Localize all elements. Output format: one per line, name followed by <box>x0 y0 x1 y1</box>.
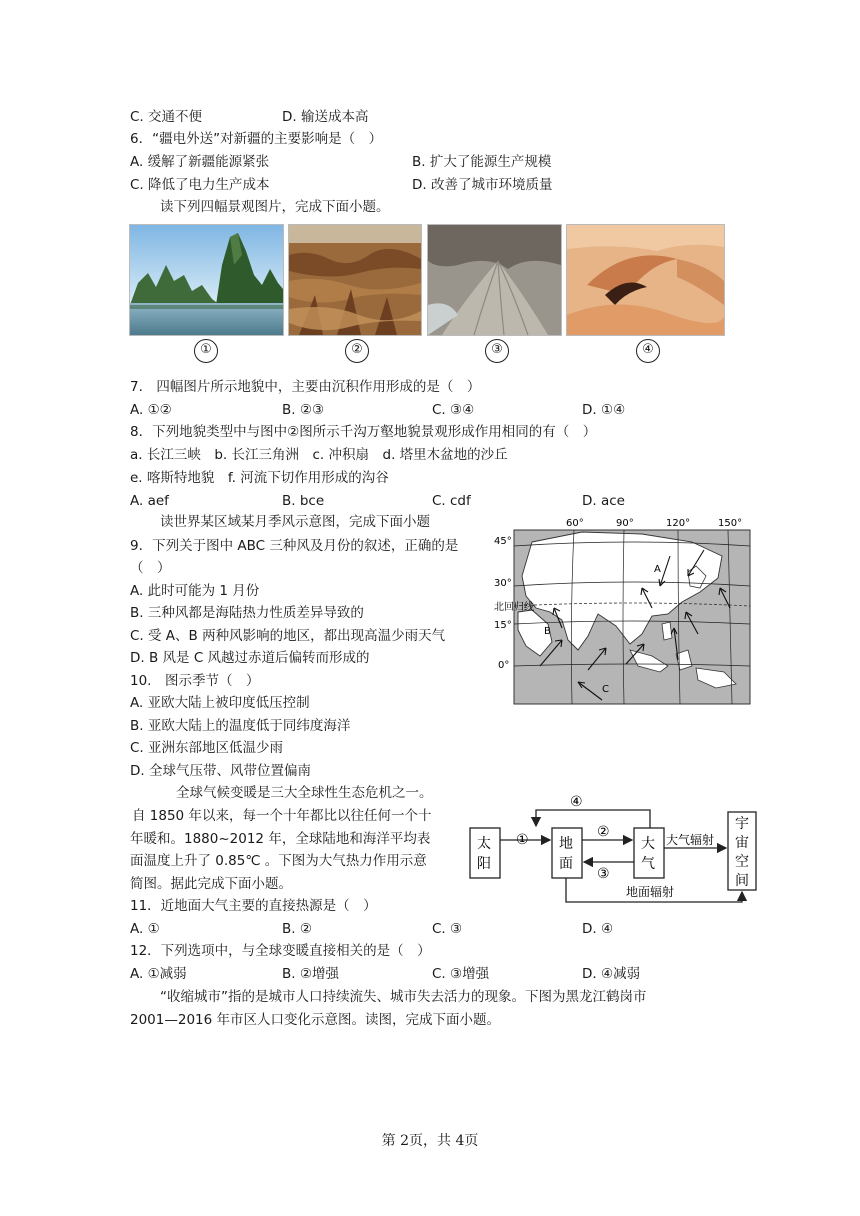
wind-label-a: A <box>654 564 661 575</box>
q10-option-c: C. 亚洲东部地区低温少雨 <box>130 740 284 756</box>
question-9-paren: （ ） <box>130 560 171 576</box>
atm-radiation-label: 大气辐射 <box>666 833 715 847</box>
lon-label-90: 90° <box>616 518 634 529</box>
question-8: 8．下列地貌类型中与图中②图所示千沟万壑地貌景观形成作用相同的有（ ） <box>130 424 597 440</box>
space-label-1: 宇 <box>735 816 749 832</box>
lat-label-45: 45° <box>494 536 512 547</box>
q11-option-d: D. ④ <box>582 921 614 937</box>
q12-option-a: A. ①减弱 <box>130 966 187 982</box>
photo-karst-peaks <box>129 224 284 336</box>
ground-label-2: 面 <box>559 856 573 872</box>
q10-option-a: A. 亚欧大陆上被印度低压控制 <box>130 695 310 711</box>
q12-option-d: D. ④减弱 <box>582 966 641 982</box>
question-11: 11．近地面大气主要的直接热源是（ ） <box>130 898 377 914</box>
intro-warming-4: 面温度上升了 0.85℃ 。下图为大气热力作用示意 <box>130 853 427 869</box>
q6-option-b: B. 扩大了能源生产规模 <box>412 154 552 170</box>
intro-monsoon: 读世界某区域某月季风示意图，完成下面小题 <box>160 514 430 530</box>
photo-label-1: ① <box>194 339 218 363</box>
q12-option-b: B. ②增强 <box>282 966 339 982</box>
photo-label-3: ③ <box>485 339 509 363</box>
atmosphere-label-1: 大 <box>641 836 655 852</box>
intro-warming-1: 全球气候变暖是三大全球性生态危机之一。 <box>176 785 433 801</box>
space-label-2: 宙 <box>735 835 749 851</box>
path-label-1: ① <box>516 832 529 848</box>
lat-label-30: 30° <box>494 578 512 589</box>
photo-label-4: ④ <box>636 339 660 363</box>
lon-label-60: 60° <box>566 518 584 529</box>
q9-option-a: A. 此时可能为 1 月份 <box>130 583 260 599</box>
photo-loess-gullies <box>288 224 422 336</box>
q9-option-b: B. 三种风都是海陆热力性质差异导致的 <box>130 605 364 621</box>
q6-option-c: C. 降低了电力生产成本 <box>130 177 270 193</box>
lon-label-120: 120° <box>666 518 691 529</box>
question-9: 9．下列关于图中 ABC 三种风及月份的叙述，正确的是 <box>130 538 459 554</box>
ground-label-1: 地 <box>559 836 573 852</box>
q8-items-line2: e. 喀斯特地貌 f. 河流下切作用形成的沟谷 <box>130 470 389 486</box>
q5-option-c: C. 交通不便 <box>130 109 203 125</box>
question-10: 10. 图示季节（ ） <box>130 673 260 689</box>
q7-option-c: C. ③④ <box>432 402 475 418</box>
monsoon-map <box>492 516 754 706</box>
q11-option-b: B. ② <box>282 921 312 937</box>
q8-option-b: B. bce <box>282 493 325 509</box>
question-6: 6．“疆电外送”对新疆的主要影响是（ ） <box>130 131 383 147</box>
atmosphere-label-2: 气 <box>641 856 655 872</box>
question-12: 12．下列选项中，与全球变暖直接相关的是（ ） <box>130 943 431 959</box>
q7-option-a: A. ①② <box>130 402 172 418</box>
q9-option-d: D. B 风是 C 风越过赤道后偏转而形成的 <box>130 650 370 666</box>
sun-label-2: 阳 <box>477 856 491 872</box>
space-label-4: 间 <box>735 873 749 889</box>
photo-sand-dunes <box>566 224 725 336</box>
photo-label-2: ② <box>345 339 369 363</box>
q9-option-c: C. 受 A、B 两种风影响的地区，都出现高温少雨天气 <box>130 628 446 644</box>
q10-option-d: D. 全球气压带、风带位置偏南 <box>130 763 311 779</box>
q8-option-c: C. cdf <box>432 493 471 509</box>
sun-label-1: 太 <box>477 836 491 852</box>
q6-option-d: D. 改善了城市环境质量 <box>412 177 553 193</box>
q12-option-c: C. ③增强 <box>432 966 490 982</box>
path-label-4: ④ <box>570 794 583 810</box>
page-footer: 第 2页，共 4页 <box>381 1133 479 1149</box>
intro-landscape: 读下列四幅景观图片，完成下面小题。 <box>160 199 390 215</box>
wind-label-b: B <box>544 626 551 637</box>
question-7: 7. 四幅图片所示地貌中，主要由沉积作用形成的是（ ） <box>130 379 481 395</box>
q6-option-a: A. 缓解了新疆能源紧张 <box>130 154 270 170</box>
ground-radiation-label: 地面辐射 <box>626 885 675 899</box>
lat-label-15: 15° <box>494 620 512 631</box>
q8-items-line1: a. 长江三峡 b. 长江三角洲 c. 冲积扇 d. 塔里木盆地的沙丘 <box>130 447 508 463</box>
q8-option-a: A. aef <box>130 493 169 509</box>
lon-label-150: 150° <box>718 518 743 529</box>
intro-shrinking-city-2: 2001—2016 年市区人口变化示意图。读图，完成下面小题。 <box>130 1012 501 1028</box>
photo-alluvial-fan <box>427 224 562 336</box>
path-label-3: ③ <box>597 866 610 882</box>
wind-label-c: C <box>602 684 609 695</box>
space-label-3: 空 <box>735 854 749 870</box>
path-label-2: ② <box>597 824 610 840</box>
q11-option-c: C. ③ <box>432 921 463 937</box>
intro-shrinking-city-1: “收缩城市”指的是城市人口持续流失、城市失去活力的现象。下图为黑龙江鹤岗市 <box>160 989 647 1005</box>
tropic-label: 北回归线 <box>494 602 534 613</box>
q10-option-b: B. 亚欧大陆上的温度低于同纬度海洋 <box>130 718 351 734</box>
intro-warming-3: 年暖和。1880~2012 年，全球陆地和海洋平均表 <box>130 831 431 847</box>
intro-warming-5: 简图。据此完成下面小题。 <box>130 876 292 892</box>
q8-option-d: D. ace <box>582 493 625 509</box>
lat-label-0: 0° <box>498 660 510 671</box>
q5-option-d: D. 输送成本高 <box>282 109 369 125</box>
atmosphere-heat-diagram <box>466 792 762 910</box>
q11-option-a: A. ① <box>130 921 160 937</box>
q7-option-d: D. ①④ <box>582 402 626 418</box>
q7-option-b: B. ②③ <box>282 402 325 418</box>
intro-warming-2: 自 1850 年以来，每一个十年都比以往任何一个十 <box>132 808 432 824</box>
